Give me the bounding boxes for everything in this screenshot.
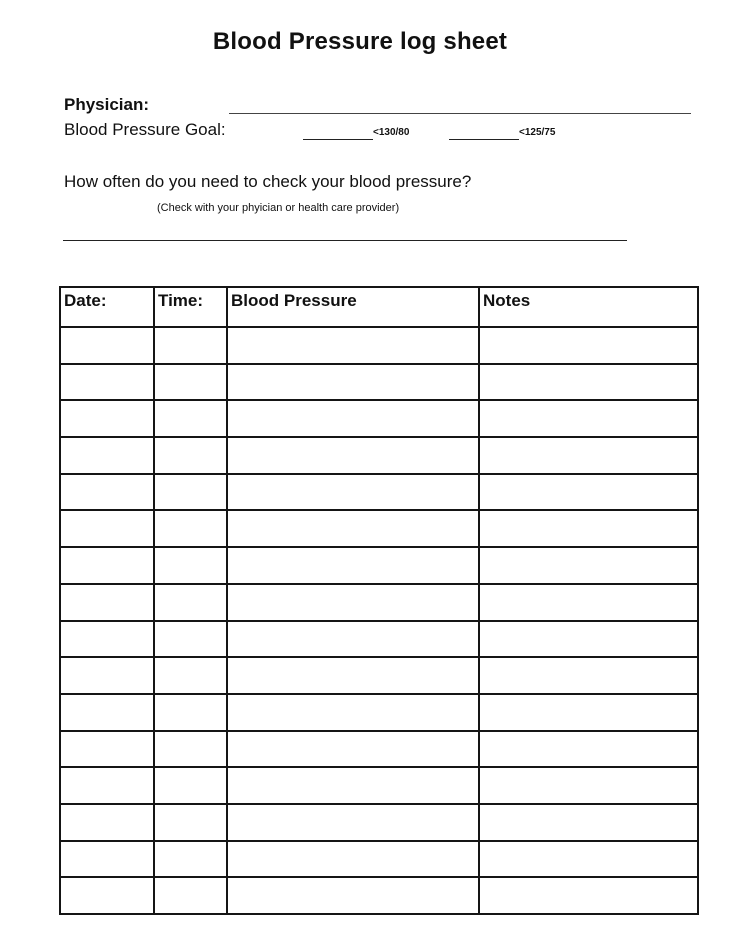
date-cell[interactable]	[60, 364, 154, 401]
time-cell[interactable]	[154, 510, 227, 547]
blood-pressure-cell[interactable]	[227, 767, 479, 804]
notes-cell[interactable]	[479, 364, 698, 401]
date-cell[interactable]	[60, 804, 154, 841]
time-cell[interactable]	[154, 694, 227, 731]
date-cell[interactable]	[60, 584, 154, 621]
blood-pressure-cell[interactable]	[227, 584, 479, 621]
notes-cell[interactable]	[479, 327, 698, 364]
time-cell[interactable]	[154, 841, 227, 878]
notes-cell[interactable]	[479, 877, 698, 914]
table-row	[60, 364, 698, 401]
notes-cell[interactable]	[479, 621, 698, 658]
time-cell[interactable]	[154, 474, 227, 511]
table-row	[60, 437, 698, 474]
table-row	[60, 400, 698, 437]
time-cell[interactable]	[154, 804, 227, 841]
notes-cell[interactable]	[479, 694, 698, 731]
notes-cell[interactable]	[479, 510, 698, 547]
time-cell[interactable]	[154, 731, 227, 768]
table-header-row	[60, 287, 698, 327]
notes-cell[interactable]	[479, 804, 698, 841]
time-cell[interactable]	[154, 584, 227, 621]
sheet-title: Blood Pressure log sheet	[212, 28, 508, 55]
column-header-time: Time:	[154, 287, 227, 327]
date-cell[interactable]	[60, 621, 154, 658]
blood-pressure-cell[interactable]	[227, 547, 479, 584]
blood-pressure-cell[interactable]	[227, 474, 479, 511]
date-cell[interactable]	[60, 767, 154, 804]
time-cell[interactable]	[154, 400, 227, 437]
blood-pressure-cell[interactable]	[227, 657, 479, 694]
column-header-date: Date:	[60, 287, 154, 327]
check-frequency-blank-line[interactable]	[63, 240, 627, 241]
date-cell[interactable]	[60, 877, 154, 914]
notes-cell[interactable]	[479, 474, 698, 511]
bp-goal-option-2: <125/75	[519, 127, 556, 138]
time-cell[interactable]	[154, 547, 227, 584]
column-header-notes: Notes	[479, 287, 698, 327]
time-cell[interactable]	[154, 877, 227, 914]
table-row	[60, 584, 698, 621]
date-cell[interactable]	[60, 474, 154, 511]
check-frequency-question: How often do you need to check your blood pressure?	[64, 172, 472, 191]
column-header-blood-pressure: Blood Pressure	[227, 287, 479, 327]
date-cell[interactable]	[60, 694, 154, 731]
blood-pressure-cell[interactable]	[227, 400, 479, 437]
time-cell[interactable]	[154, 621, 227, 658]
date-cell[interactable]	[60, 657, 154, 694]
time-cell[interactable]	[154, 767, 227, 804]
date-cell[interactable]	[60, 510, 154, 547]
time-cell[interactable]	[154, 437, 227, 474]
blood-pressure-cell[interactable]	[227, 510, 479, 547]
notes-cell[interactable]	[479, 767, 698, 804]
notes-cell[interactable]	[479, 841, 698, 878]
bp-goal-blank-2[interactable]	[449, 139, 519, 140]
time-cell[interactable]	[154, 364, 227, 401]
date-cell[interactable]	[60, 400, 154, 437]
table-row	[60, 841, 698, 878]
table-row	[60, 327, 698, 364]
physician-label: Physician:	[64, 95, 150, 114]
blood-pressure-cell[interactable]	[227, 731, 479, 768]
date-cell[interactable]	[60, 547, 154, 584]
date-cell[interactable]	[60, 437, 154, 474]
notes-cell[interactable]	[479, 731, 698, 768]
table-row	[60, 547, 698, 584]
date-cell[interactable]	[60, 841, 154, 878]
blood-pressure-cell[interactable]	[227, 841, 479, 878]
time-cell[interactable]	[154, 657, 227, 694]
notes-cell[interactable]	[479, 437, 698, 474]
notes-cell[interactable]	[479, 657, 698, 694]
table-row	[60, 474, 698, 511]
bp-goal-label: Blood Pressure Goal:	[64, 120, 226, 139]
blood-pressure-cell[interactable]	[227, 621, 479, 658]
physician-blank-line[interactable]	[229, 113, 691, 114]
table-row	[60, 657, 698, 694]
time-cell[interactable]	[154, 327, 227, 364]
table-body	[60, 327, 698, 914]
blood-pressure-cell[interactable]	[227, 694, 479, 731]
blood-pressure-cell[interactable]	[227, 437, 479, 474]
notes-cell[interactable]	[479, 400, 698, 437]
table-row	[60, 510, 698, 547]
table-row	[60, 877, 698, 914]
table-row	[60, 621, 698, 658]
bp-goal-option-1: <130/80	[373, 127, 410, 138]
table-row	[60, 731, 698, 768]
table-row	[60, 694, 698, 731]
notes-cell[interactable]	[479, 547, 698, 584]
blood-pressure-cell[interactable]	[227, 327, 479, 364]
table-row	[60, 767, 698, 804]
bp-log-table	[59, 286, 699, 915]
blood-pressure-cell[interactable]	[227, 804, 479, 841]
date-cell[interactable]	[60, 327, 154, 364]
blood-pressure-cell[interactable]	[227, 364, 479, 401]
check-frequency-hint: (Check with your phyician or health care provider)	[157, 202, 400, 214]
bp-goal-blank-1[interactable]	[303, 139, 373, 140]
notes-cell[interactable]	[479, 584, 698, 621]
blood-pressure-cell[interactable]	[227, 877, 479, 914]
date-cell[interactable]	[60, 731, 154, 768]
table-row	[60, 804, 698, 841]
